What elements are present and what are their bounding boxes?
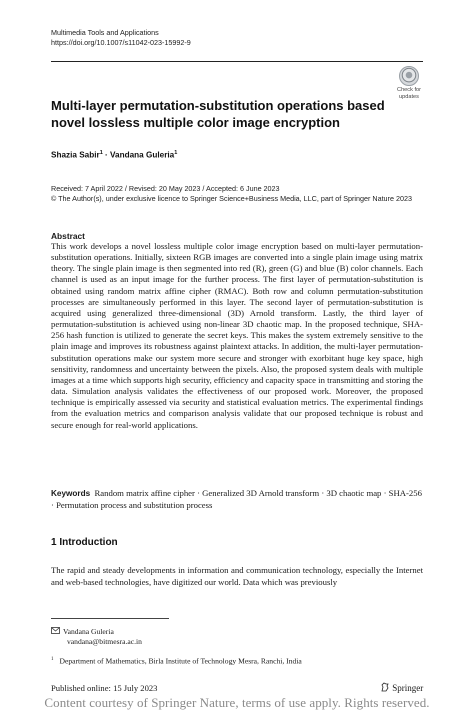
corresponding-author bbox=[51, 627, 142, 647]
section-heading-introduction: 1 Introduction bbox=[51, 537, 118, 548]
published-date: Published online: 15 July 2023 bbox=[51, 683, 158, 693]
check-updates-icon bbox=[399, 66, 419, 86]
keywords-label: Keywords bbox=[51, 489, 91, 498]
publisher-name: Springer bbox=[392, 683, 424, 693]
journal-header bbox=[51, 28, 191, 48]
copyright-line: © The Author(s), under exclusive licence to Springer Science+Business Media, LLC, part of Springer Nature 2023 bbox=[51, 194, 412, 203]
publisher-logo bbox=[380, 682, 423, 693]
author-1[interactable]: Shazia Sabir bbox=[51, 150, 100, 160]
envelope-icon bbox=[51, 627, 63, 637]
badge-label-1: Check for bbox=[397, 87, 421, 93]
contact-name: Vandana Guleria bbox=[63, 627, 114, 636]
footnote-rule bbox=[51, 618, 169, 619]
affiliation-text: Department of Mathematics, Birla Institute of Technology Mesra, Ranchi, India bbox=[59, 656, 302, 666]
badge-label-2: updates bbox=[399, 94, 419, 100]
abstract-heading: Abstract bbox=[51, 231, 85, 241]
affiliation bbox=[51, 655, 302, 667]
journal-name: Multimedia Tools and Applications bbox=[51, 28, 159, 37]
introduction-text: The rapid and steady developments in information and communication technology, especially the Internet and web-based technologies, have digitized our world. Data which was previously bbox=[51, 565, 423, 587]
article-title: Multi-layer permutation-substitution operations based novel lossless multiple color image encryption bbox=[51, 98, 385, 130]
keywords-block bbox=[51, 488, 423, 511]
author-2-affil: 1 bbox=[174, 150, 178, 156]
contact-email[interactable]: vandana@bitmesra.ac.in bbox=[67, 637, 142, 646]
affiliation-number: 1 bbox=[51, 657, 54, 662]
abstract-text: This work develops a novel lossless multiple color image encryption based on multi-layer permutation-substitution operations. Initially, sixteen RGB images are converted into a single plain image using matrix theory. The single plain image is then segmented into red (R), green (G) and blue (B) color channels. Each channel is used as an input image for the further process. The first layer of permutation-substitution is obtained using random matrix affine cipher (RMAC). Both row and column permutation-substitution processes are simultaneously performed in this layer. The second layer of permutation-substitution is acquired using generalized three-dimensional (3D) Arnold transform. Lastly, the third layer of permutation-substitution is achieved using non-linear 3D chaotic map. In the proposed technique, SHA-256 hash function is utilized to generate the secret keys. This makes the system extremely sensitive to the plain image and improves its robustness against plaintext attacks. In addition, the multi-layer permutation-substitution operations make our system more secure and stronger with exorbitant huge key space, high sensitivity, randomness and uncertainty between the pixels. Also, the proposed system deals with multiple images at a time which supports high security, efficiency and capacity space in transmitting and storing the data. Simulation analysis validates the effectiveness of our proposed work. Moreover, the proposed technique is empirically assessed via security and statistical evaluation metrics. The experimental findings from the evaluation metrics and comparison analysis validate that our proposed technique is robust and secure enough for real-world applications. bbox=[51, 241, 423, 430]
courtesy-notice: Content courtesy of Springer Nature, terms of use apply. Rights reserved. bbox=[44, 695, 430, 710]
author-1-affil: 1 bbox=[99, 150, 103, 156]
author-2[interactable]: Vandana Guleria bbox=[110, 150, 175, 160]
header-rule bbox=[51, 61, 423, 62]
springer-horse-icon bbox=[380, 682, 390, 692]
keywords-list: Random matrix affine cipher · Generalized 3D Arnold transform · 3D chaotic map · SHA-256 · Permutation process and substitution process bbox=[51, 488, 422, 510]
author-list bbox=[51, 150, 177, 160]
doi-link[interactable]: https://doi.org/10.1007/s11042-023-15992-9 bbox=[51, 38, 191, 47]
check-for-updates-badge[interactable] bbox=[392, 66, 426, 102]
history-dates: Received: 7 April 2022 / Revised: 20 May 2023 / Accepted: 6 June 2023 bbox=[51, 184, 280, 193]
author-separator: · bbox=[102, 150, 111, 160]
article-history bbox=[51, 184, 412, 204]
